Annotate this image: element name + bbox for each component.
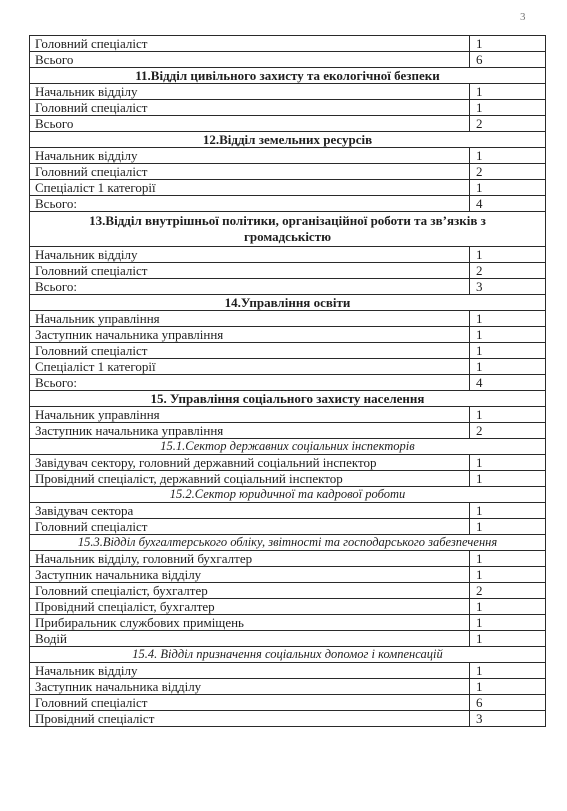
- count-cell: 1: [470, 247, 546, 263]
- table-row: [30, 407, 546, 423]
- subsection-title: 15.1.Сектор державних соціальних інспекторів: [30, 439, 546, 455]
- table-row: [30, 471, 546, 487]
- count-cell: 1: [470, 663, 546, 679]
- count-cell: 1: [470, 180, 546, 196]
- subsection-title: 15.4. Відділ призначення соціальних допомог і компенсацій: [30, 647, 546, 663]
- position-cell: Головний спеціаліст: [30, 164, 470, 180]
- staffing-table-body: [30, 36, 546, 727]
- position-cell: Начальник відділу: [30, 84, 470, 100]
- section-title: 15. Управління соціального захисту населення: [30, 391, 546, 407]
- table-row: [30, 599, 546, 615]
- section-header-row: [30, 132, 546, 148]
- position-cell: Провідний спеціаліст, державний соціальний інспектор: [30, 471, 470, 487]
- table-row: [30, 343, 546, 359]
- count-cell: 2: [470, 263, 546, 279]
- position-cell: Провідний спеціаліст: [30, 711, 470, 727]
- count-cell: 4: [470, 375, 546, 391]
- count-cell: 1: [470, 679, 546, 695]
- table-row: [30, 359, 546, 375]
- count-cell: 1: [470, 311, 546, 327]
- section-title: 11.Відділ цивільного захисту та екологічної безпеки: [30, 68, 546, 84]
- table-row: [30, 663, 546, 679]
- position-cell: Головний спеціаліст: [30, 519, 470, 535]
- subsection-title: 15.2.Сектор юридичної та кадрової роботи: [30, 487, 546, 503]
- position-cell: Провідний спеціаліст, бухгалтер: [30, 599, 470, 615]
- position-cell: Заступник начальника управління: [30, 327, 470, 343]
- count-cell: 6: [470, 52, 546, 68]
- count-cell: 1: [470, 519, 546, 535]
- count-cell: 1: [470, 615, 546, 631]
- position-cell: Прибиральник службових приміщень: [30, 615, 470, 631]
- count-cell: 2: [470, 423, 546, 439]
- count-cell: 1: [470, 343, 546, 359]
- position-cell: Начальник відділу, головний бухгалтер: [30, 551, 470, 567]
- count-cell: 1: [470, 407, 546, 423]
- table-row: [30, 615, 546, 631]
- position-cell: Начальник управління: [30, 407, 470, 423]
- table-row: [30, 196, 546, 212]
- position-cell: Начальник відділу: [30, 148, 470, 164]
- table-row: [30, 375, 546, 391]
- table-row: [30, 164, 546, 180]
- page-number: 3: [520, 11, 526, 23]
- subsection-header-row: [30, 487, 546, 503]
- count-cell: 1: [470, 148, 546, 164]
- table-row: [30, 567, 546, 583]
- position-cell: Спеціаліст 1 категорії: [30, 180, 470, 196]
- table-row: [30, 36, 546, 52]
- table-row: [30, 551, 546, 567]
- section-header-row: [30, 68, 546, 84]
- table-row: [30, 679, 546, 695]
- table-row: [30, 423, 546, 439]
- table-row: [30, 327, 546, 343]
- table-row: [30, 180, 546, 196]
- position-cell: Головний спеціаліст: [30, 263, 470, 279]
- table-row: [30, 503, 546, 519]
- position-cell: Завідувач сектора: [30, 503, 470, 519]
- position-cell: Заступник начальника відділу: [30, 567, 470, 583]
- position-cell: Головний спеціаліст: [30, 343, 470, 359]
- count-cell: 1: [470, 100, 546, 116]
- table-row: [30, 519, 546, 535]
- position-cell: Завідувач сектору, головний державний соціальний інспектор: [30, 455, 470, 471]
- count-cell: 1: [470, 84, 546, 100]
- section-title: 13.Відділ внутрішньої політики, організаційної роботи та зв’язків з громадськістю: [30, 212, 546, 247]
- count-cell: 2: [470, 583, 546, 599]
- count-cell: 2: [470, 116, 546, 132]
- table-row: [30, 52, 546, 68]
- table-row: [30, 711, 546, 727]
- count-cell: 1: [470, 327, 546, 343]
- table-row: [30, 263, 546, 279]
- position-cell: Всього:: [30, 279, 470, 295]
- subsection-title: 15.3.Відділ бухгалтерського обліку, звітності та господарського забезпечення: [30, 535, 546, 551]
- count-cell: 3: [470, 711, 546, 727]
- table-row: [30, 84, 546, 100]
- table-row: [30, 116, 546, 132]
- subsection-header-row: [30, 535, 546, 551]
- count-cell: 1: [470, 599, 546, 615]
- count-cell: 6: [470, 695, 546, 711]
- table-row: [30, 100, 546, 116]
- count-cell: 1: [470, 503, 546, 519]
- position-cell: Всього: [30, 116, 470, 132]
- count-cell: 1: [470, 36, 546, 52]
- position-cell: Головний спеціаліст, бухгалтер: [30, 583, 470, 599]
- position-cell: Начальник управління: [30, 311, 470, 327]
- table-row: [30, 455, 546, 471]
- count-cell: 2: [470, 164, 546, 180]
- subsection-header-row: [30, 439, 546, 455]
- subsection-header-row: [30, 647, 546, 663]
- section-header-row: [30, 295, 546, 311]
- position-cell: Заступник начальника управління: [30, 423, 470, 439]
- count-cell: 4: [470, 196, 546, 212]
- count-cell: 1: [470, 551, 546, 567]
- table-row: [30, 311, 546, 327]
- position-cell: Всього:: [30, 375, 470, 391]
- section-title: 14.Управління освіти: [30, 295, 546, 311]
- count-cell: 1: [470, 455, 546, 471]
- section-title: 12.Відділ земельних ресурсів: [30, 132, 546, 148]
- position-cell: Всього:: [30, 196, 470, 212]
- position-cell: Начальник відділу: [30, 247, 470, 263]
- table-row: [30, 148, 546, 164]
- count-cell: 1: [470, 359, 546, 375]
- count-cell: 1: [470, 631, 546, 647]
- table-row: [30, 631, 546, 647]
- section-header-row: [30, 391, 546, 407]
- position-cell: Всього: [30, 52, 470, 68]
- count-cell: 3: [470, 279, 546, 295]
- staffing-table: [29, 35, 546, 727]
- table-row: [30, 279, 546, 295]
- position-cell: Головний спеціаліст: [30, 36, 470, 52]
- table-row: [30, 247, 546, 263]
- position-cell: Головний спеціаліст: [30, 100, 470, 116]
- section-header-row: [30, 212, 546, 247]
- position-cell: Начальник відділу: [30, 663, 470, 679]
- position-cell: Спеціаліст 1 категорії: [30, 359, 470, 375]
- position-cell: Водій: [30, 631, 470, 647]
- position-cell: Заступник начальника відділу: [30, 679, 470, 695]
- table-row: [30, 695, 546, 711]
- position-cell: Головний спеціаліст: [30, 695, 470, 711]
- count-cell: 1: [470, 471, 546, 487]
- table-row: [30, 583, 546, 599]
- count-cell: 1: [470, 567, 546, 583]
